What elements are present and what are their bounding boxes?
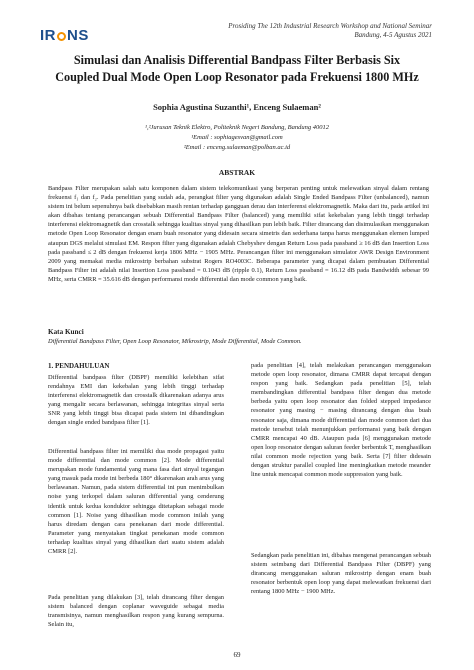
- abstract-heading: ABSTRAK: [218, 168, 256, 177]
- proceedings-date: Bandung, 4-5 Agustus 2021: [354, 31, 432, 39]
- keywords-text: Differential Bandpass Filter, Open Loop Resonator, Mikrostrip, Mode Differential, Mode Common.: [48, 338, 302, 345]
- column-1-paragraph-3: Pada penelitian yang dilakukan [3], telah dirancang filter dengan sistem balanced dengan coplanar waveguide sebagai media transmisinya, namun menghasilkan respon yang kurang sempurna. Selain itu,: [48, 594, 224, 629]
- logo-ring-icon: [57, 32, 66, 41]
- page-number: 69: [233, 651, 241, 659]
- author-list: Sophia Agustina Suzanthi¹, Enceng Sulaeman²: [153, 102, 321, 112]
- column-2-paragraph-1: pada penelitian [4], telah melakukan perancangan menggunakan metode open loop resonator, dimana CMRR dapat tercapai dengan respon yang baik. Sedangkan pada penelitian [5], telah membandingkan differential bandpass filter dengan dua metode berbeda yaitu open loop resonator dan folded stepped impedance resonator yang masing − masing dirancang dengan dua buah resonator saja, dimana mode differential dan mode common dari dua metode tersebut telah menunjukkan performansi yang baik dengan CMRR mencapai 40 dB. Ataupun pada [6] menggunakan metode open loop resonator dengan saluran feeder berbentuk T, menghasilkan nilai common mode rejection yang baik. Serta [7] filter didesain dengan struktur parallel coupled line meningkatkan metode meander line untuk mencapai common mode suppression yang baik.: [251, 362, 431, 479]
- affiliation: ¹,²Jurusan Teknik Elektro, Politeknik Negeri Bandung, Bandung 40012 ¹Email : sophiagesvan@gmail.com ²Email : enceng.sulaeman@polban.ac.id: [145, 124, 329, 151]
- section-heading: 1. PENDAHULUAN: [48, 362, 110, 370]
- column-1-paragraph-2: Differential bandpass filter ini memiliki dua mode propagasi yaitu mode differential dan mode common [2]. Mode differential merupakan mode fundamental yang mana fasa dari sinyal tegangan yang masuk pada mode ini berbeda 180° dikarenakan arah arus yang berlawanan. Namun, pada sistem differential ini pun menimbulkan noise yang terkopel dalam saluran differential yang cenderung identik untuk kedua konduktor sehingga ditetapkan sebagai mode common [1]. Noise yang dihasilkan mode common inilah yang harus diredam dengan cara penekanan dari mode differential. Parameter yang menyatakan tingkat penekanan mode common terhadap kualitas sinyal yang dihasilkan dari suatu sistem adalah CMRR [2].: [48, 448, 224, 556]
- keywords-heading: Kata Kunci: [48, 328, 84, 336]
- column-2-paragraph-2: Sedangkan pada penelitian ini, dibahas mengenai perancangan sebuah sistem seimbang dari Differential Bandpass Filter (DBPF) yang dirancang menggunakan saluran mikrostrip dengan enam buah resonator berbentuk open loop yang dapat melewatkan frekuensi dari rentang 1800 MHz − 1900 MHz.: [251, 552, 431, 596]
- abstract-text: Bandpass Filter merupakan salah satu komponen dalam sistem telekomunikasi yang berperan penting untuk melewatkan sinyal dalam rentang frekuensi f₁ dan f₂. Pada penelitian yang sudah ada, perangkat filter yang digunakan adalah Single Ended Bandpass Filter (unbalanced), namun sistem ini belum sepenuhnya baik disebabkan masih rentan terhadap gangguan derau dan interferensi elektromagnetik. Maka dari itu, pada artikel ini akan dibahas tentang perancangan sebuah Differential Bandpass Filter (balanced) yang memiliki sifat kekebalan yang lebih tinggi terhadap interferensi elektromagnetik dan crosstalk sehingga kualitas sinyal yang dihasilkan pun lebih baik. Filter dirancang dan disimulasikan menggunakan metode Open Loop Resonator dengan enam buah resonator yang didesain secara simetris dan sederhana tanpa harus menggunakan elemen lumped ataupun DGS melalui simulasi EM. Respon filter yang digunakan adalah Chebyshev dengan Return Loss pada passband ≥ 16 dB dan Insertion Loss pada passband ≤ 2 dB dengan frekuensi kerja 1806 MHz − 1905 MHz. Perancangan filter ini menggunakan simulator AWR Design Environment 2009 yang memakai media mikrostrip berbahan substrat Rogers RO4003C. Beberapa parameter yang dicapai dalam pembuatan Differential Bandpass Filter ini adalah nilai Insertion Loss passband = 0.1043 dB (ripple 0.1), Return Loss passband = 16.12 dB pada Bandwidth sebesar 99 MHz, serta CMRR = 35.616 dB dengan performansi mode differential dan mode common yang baik.: [48, 185, 430, 283]
- column-1-paragraph-1: Differential bandpass filter (DBPF) memiliki kelebihan sifat rendahnya EMI dan kekebalan yang lebih tinggi terhadap interferensi elektromagnetik dan crosstalk dikarenakan adanya arus yang mengalir secara berlawanan, sehingga integritas sinyal serta SNR yang lebih tinggi bisa dicapai pada sistem ini dibandingkan dengan single ended bandpass filter [1].: [48, 374, 224, 427]
- proceedings-title: Prosiding The 12th Industrial Research Workshop and National Seminar: [228, 22, 432, 30]
- proceedings-header: [228, 22, 432, 40]
- irons-logo: IR NS: [40, 27, 89, 44]
- paper-title: Simulasi dan Analisis Differential Bandpass Filter Berbasis Six Coupled Dual Mode Open Loop Resonator pada Frekuensi 1800 MHz: [55, 53, 419, 84]
